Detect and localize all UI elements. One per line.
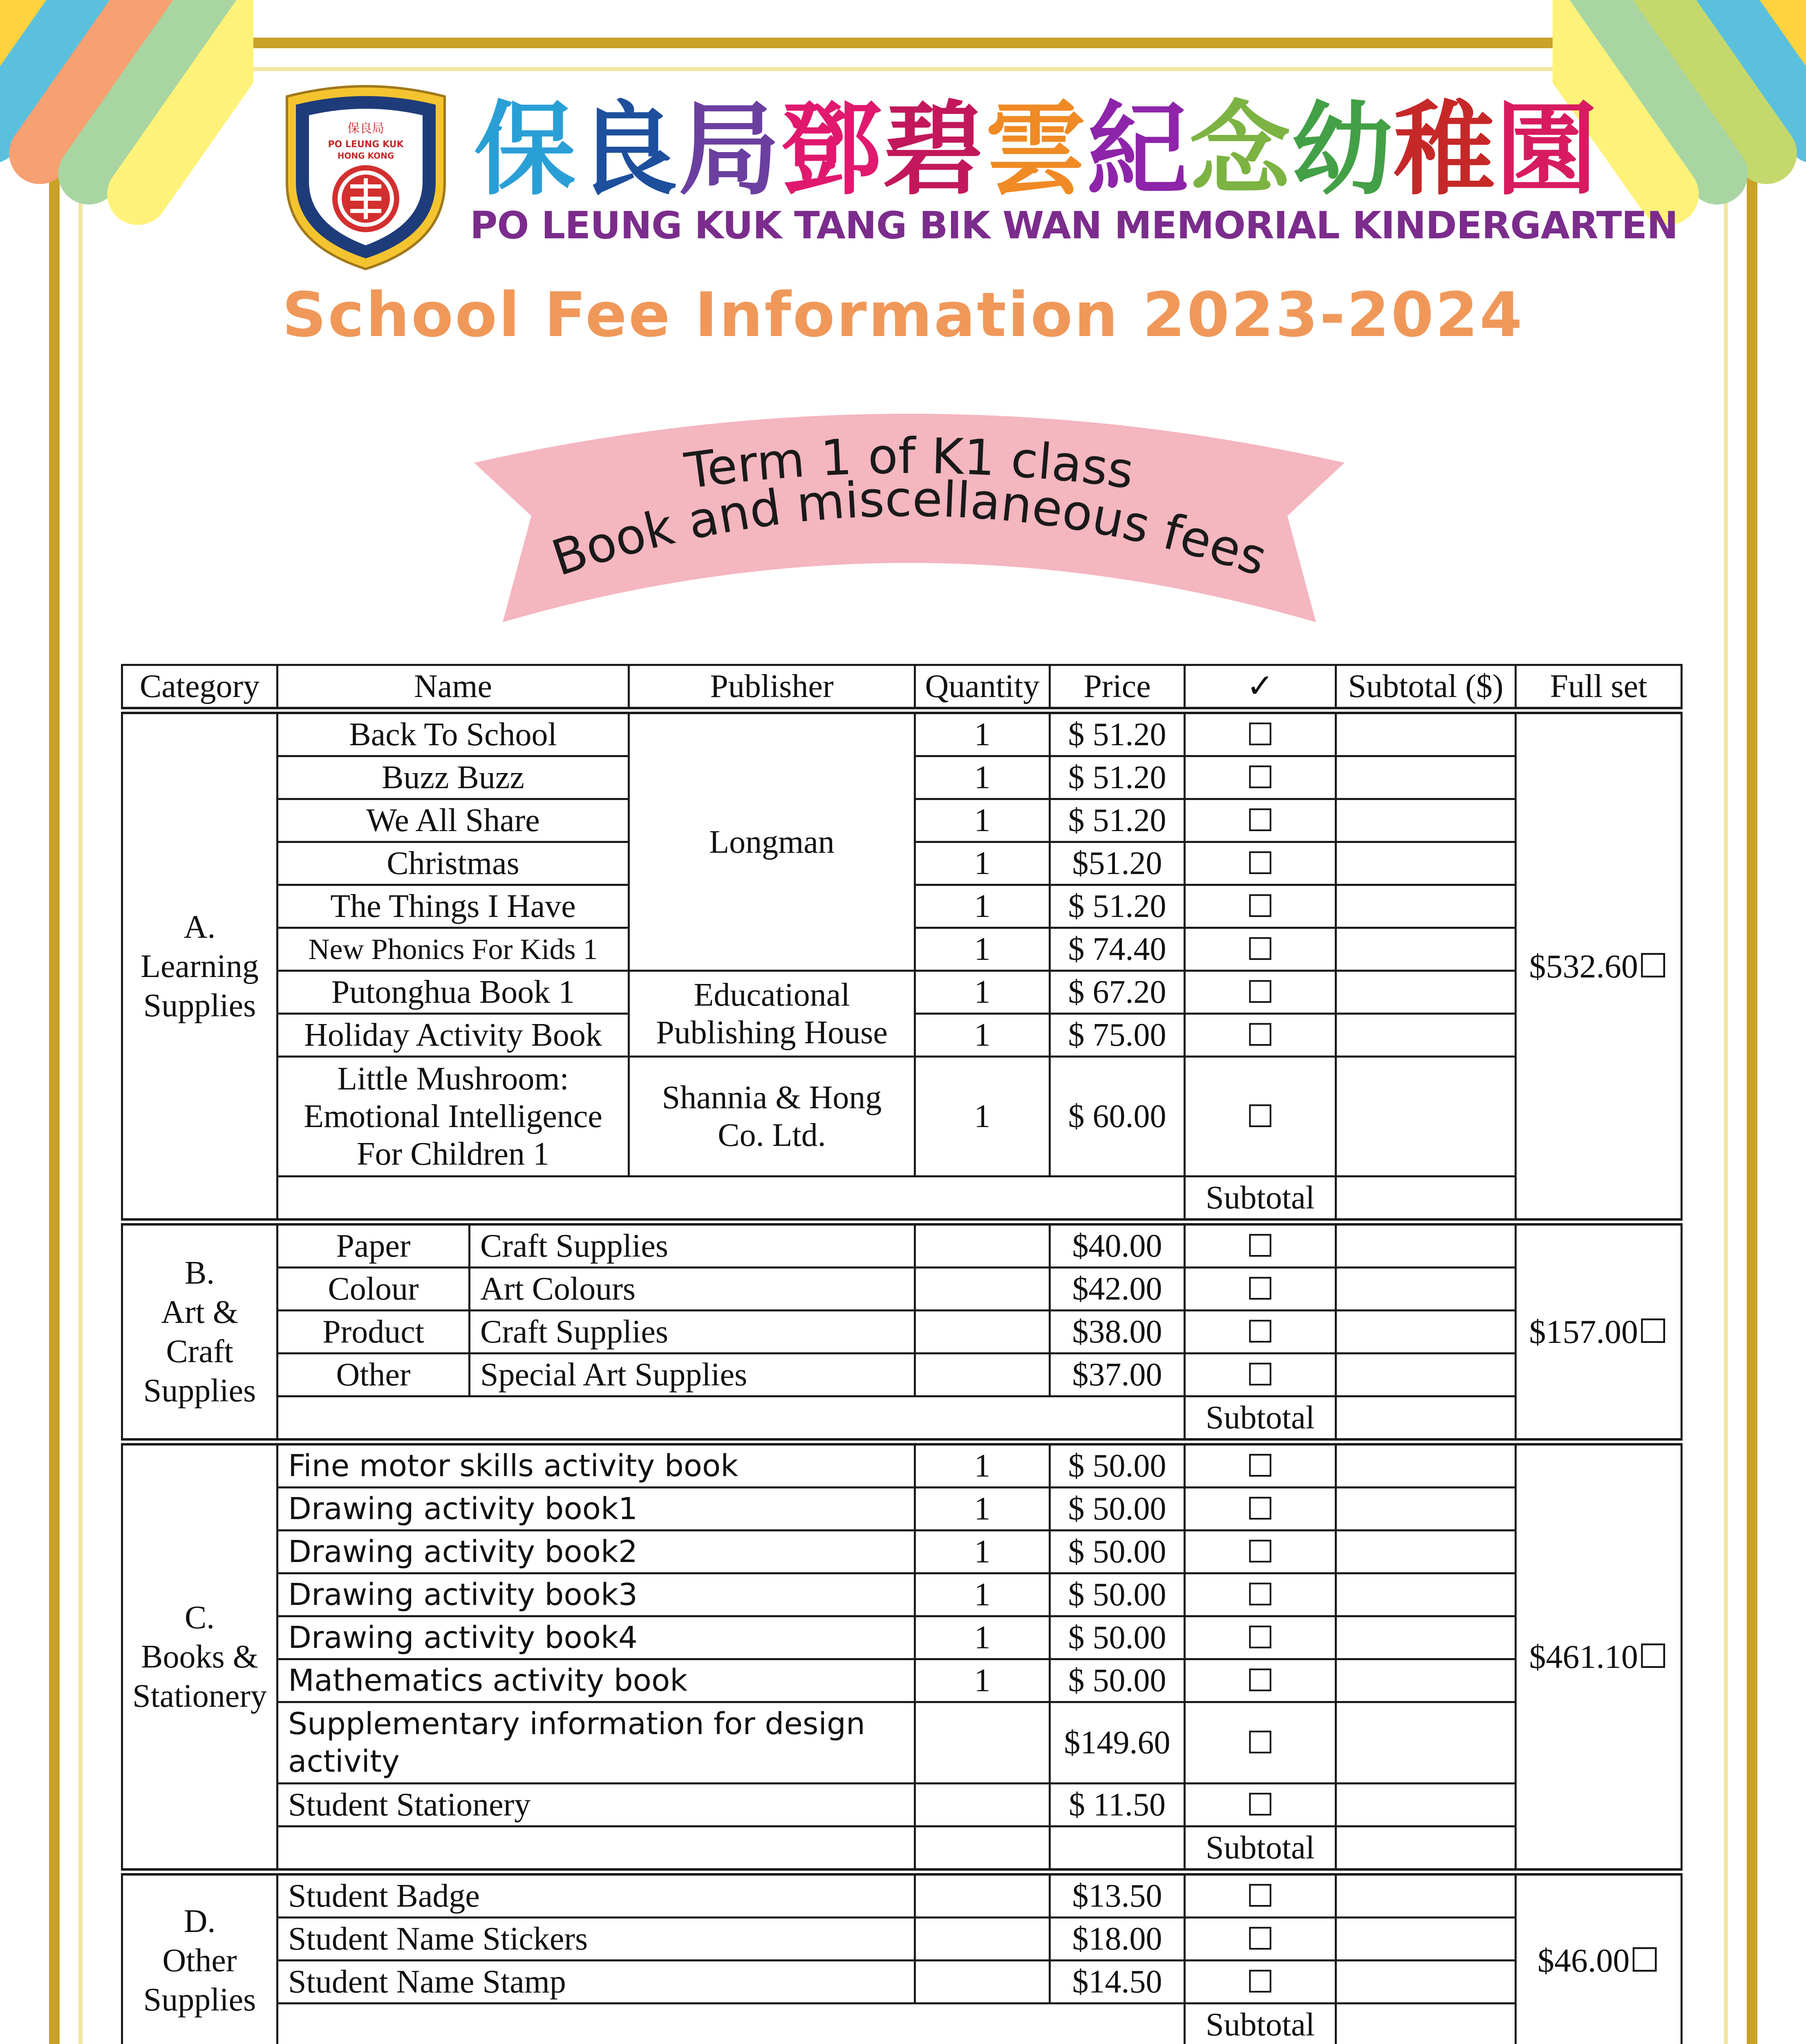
- item-qty: 1: [915, 799, 1050, 842]
- item-qty: [915, 1702, 1050, 1784]
- category-a-cell: [122, 710, 278, 1222]
- table-row: [122, 1784, 1682, 1827]
- item-subtotal-blank[interactable]: [1336, 1222, 1516, 1268]
- item-price: $40.00: [1050, 1222, 1185, 1268]
- item-checkbox[interactable]: [1185, 710, 1336, 756]
- subtotal-row: [122, 1177, 1682, 1222]
- item-subtotal-blank[interactable]: [1336, 1961, 1516, 2004]
- item-subtotal-blank[interactable]: [1336, 842, 1516, 885]
- checkbox-icon: ☐: [1246, 1878, 1274, 1914]
- item-subtotal-blank[interactable]: [1336, 1616, 1516, 1659]
- item-price: $ 50.00: [1050, 1659, 1185, 1702]
- checkbox-icon: ☐: [1246, 1271, 1274, 1307]
- item-price: $ 51.20: [1050, 799, 1185, 842]
- school-name-cn-char: 紀: [1087, 91, 1189, 209]
- item-checkbox[interactable]: [1185, 1222, 1336, 1268]
- table-row: [122, 1659, 1682, 1702]
- school-name-cn-char: 局: [678, 91, 781, 209]
- item-price: $ 11.50: [1050, 1784, 1185, 1827]
- category-b-line3: Craft: [166, 1334, 233, 1369]
- item-price: $ 50.00: [1050, 1616, 1185, 1659]
- item-subtotal-blank[interactable]: [1336, 1488, 1516, 1531]
- header-check: ✓: [1185, 665, 1336, 711]
- checkbox-icon: ☐: [1246, 1017, 1274, 1053]
- logo-text-cn: 保良局: [347, 121, 384, 136]
- category-d-line3: Supplies: [143, 1981, 256, 2018]
- subtotal-spacer-qty: [915, 1827, 1050, 1872]
- item-qty: 1: [915, 842, 1050, 885]
- table-row: [122, 1573, 1682, 1616]
- item-price: $ 74.40: [1050, 928, 1185, 971]
- item-name: Student Name Stamp: [278, 1961, 915, 2004]
- school-name-chinese: [474, 91, 1598, 209]
- ribbon-line-2: Book and miscellaneous fees: [545, 471, 1274, 587]
- school-name-cn-char: 鄧: [781, 91, 883, 209]
- item-price: $51.20: [1050, 842, 1185, 885]
- item-subtotal-blank[interactable]: [1336, 1573, 1516, 1616]
- item-price: $13.50: [1050, 1872, 1185, 1918]
- school-name-cn-char: 保: [474, 91, 576, 209]
- item-name-line1: Supplementary information for design: [288, 1706, 865, 1741]
- item-name: Holiday Activity Book: [278, 1014, 629, 1057]
- item-subtotal-blank[interactable]: [1336, 799, 1516, 842]
- fee-info-title: School Fee Information 2023-2024: [282, 280, 1524, 351]
- table-row: [122, 1872, 1682, 1918]
- item-qty-blank: [915, 1268, 1050, 1311]
- item-name: Mathematics activity book: [278, 1659, 915, 1702]
- category-a-letter: A.: [184, 909, 216, 945]
- item-name: Buzz Buzz: [278, 756, 629, 799]
- category-c-letter: C.: [184, 1600, 215, 1636]
- checkbox-icon: ☐: [1246, 1533, 1274, 1570]
- item-checkbox[interactable]: [1185, 799, 1336, 842]
- item-checkbox[interactable]: [1185, 1872, 1336, 1918]
- checkbox-icon: ☐: [1246, 931, 1274, 967]
- item-qty: 1: [915, 928, 1050, 971]
- checkbox-icon: ☐: [1246, 1963, 1274, 2000]
- table-row: [122, 1057, 1682, 1177]
- full-set-b[interactable]: $157.00☐: [1516, 1222, 1682, 1442]
- category-b-line2: Art &: [161, 1294, 238, 1330]
- item-subtotal-blank[interactable]: [1336, 1442, 1516, 1488]
- item-qty-blank: [915, 1961, 1050, 2004]
- item-qty: 1: [915, 1659, 1050, 1702]
- term-ribbon-banner: [474, 381, 1345, 643]
- item-checkbox[interactable]: [1185, 1784, 1336, 1827]
- item-price: $ 67.20: [1050, 971, 1185, 1014]
- publisher-eph-line2: Publishing House: [656, 1014, 888, 1051]
- table-row: [122, 710, 1682, 756]
- checkbox-icon: ☐: [1246, 1313, 1274, 1350]
- school-name-english: PO LEUNG KUK TANG BIK WAN MEMORIAL KINDERGARTEN: [470, 204, 1678, 247]
- item-subtotal-blank[interactable]: [1336, 1014, 1516, 1057]
- checkbox-icon: ☐: [1246, 888, 1274, 924]
- item-name: Student Name Stickers: [278, 1918, 915, 1961]
- item-qty: 1: [915, 1531, 1050, 1573]
- category-b-cell: [122, 1222, 278, 1442]
- table-row: [122, 1311, 1682, 1354]
- table-row: [122, 971, 1682, 1014]
- subtotal-spacer: [278, 1396, 1185, 1442]
- item-name-line2: activity: [288, 1744, 400, 1779]
- item-type: Product: [278, 1311, 470, 1354]
- item-name: Student Badge: [278, 1872, 915, 1918]
- item-price: $ 51.20: [1050, 756, 1185, 799]
- item-name: We All Share: [278, 799, 629, 842]
- subtotal-value-blank[interactable]: [1336, 1177, 1516, 1222]
- item-qty: 1: [915, 885, 1050, 928]
- category-b-line4: Supplies: [143, 1373, 256, 1409]
- publisher-shannia-line1: Shannia & Hong: [662, 1080, 882, 1116]
- item-subtotal-blank[interactable]: [1336, 1311, 1516, 1354]
- checkbox-icon: ☐: [1246, 1921, 1274, 1957]
- item-name-multiline: [278, 1057, 629, 1177]
- category-d-line2: Other: [162, 1942, 237, 1979]
- item-checkbox[interactable]: [1185, 1961, 1336, 2004]
- item-checkbox[interactable]: [1185, 928, 1336, 971]
- header-subtotal: Subtotal ($): [1336, 665, 1516, 711]
- item-price: $18.00: [1050, 1918, 1185, 1961]
- section-b: [122, 1222, 1682, 1442]
- table-row: [122, 1531, 1682, 1573]
- item-qty-blank: [915, 1354, 1050, 1396]
- item-desc: Art Colours: [470, 1268, 915, 1311]
- school-crest-logo: [275, 80, 457, 272]
- school-name-cn-char: 稚: [1394, 91, 1496, 209]
- item-subtotal-blank[interactable]: [1336, 971, 1516, 1014]
- item-name: Back To School: [278, 710, 629, 756]
- school-name-cn-char: 雲: [985, 91, 1087, 209]
- item-checkbox[interactable]: [1185, 885, 1336, 928]
- category-c-line3: Stationery: [132, 1678, 267, 1714]
- item-price: $ 51.20: [1050, 710, 1185, 756]
- full-set-a[interactable]: $532.60☐: [1516, 710, 1682, 1222]
- full-set-d[interactable]: $46.00☐: [1516, 1872, 1682, 2044]
- item-checkbox[interactable]: [1185, 1354, 1336, 1396]
- category-c-cell: [122, 1442, 278, 1872]
- item-subtotal-blank[interactable]: [1336, 710, 1516, 756]
- item-qty: 1: [915, 1488, 1050, 1531]
- item-checkbox[interactable]: [1185, 1573, 1336, 1616]
- item-type: Paper: [278, 1222, 470, 1268]
- checkbox-icon: ☐: [1246, 1448, 1274, 1484]
- school-name-cn-char: 良: [576, 91, 678, 209]
- item-name: Student Stationery: [278, 1784, 915, 1827]
- header-full-set: Full set: [1516, 665, 1682, 711]
- item-desc: Special Art Supplies: [470, 1354, 915, 1396]
- subtotal-spacer: [278, 1827, 915, 1872]
- item-price: $ 51.20: [1050, 885, 1185, 928]
- item-name-line1: Little Mushroom:: [337, 1061, 569, 1097]
- checkbox-icon: ☐: [1246, 1228, 1274, 1264]
- item-desc: Craft Supplies: [470, 1222, 915, 1268]
- item-checkbox[interactable]: [1185, 1057, 1336, 1177]
- school-name-cn-char: 念: [1189, 91, 1291, 209]
- item-price: $14.50: [1050, 1961, 1185, 2004]
- table-row: [122, 1961, 1682, 2004]
- item-subtotal-blank[interactable]: [1336, 1702, 1516, 1784]
- checkbox-icon: ☐: [1246, 802, 1274, 838]
- item-checkbox[interactable]: [1185, 1616, 1336, 1659]
- header-category: Category: [122, 665, 278, 711]
- checkbox-icon: ☐: [1246, 1356, 1274, 1393]
- item-price: $ 50.00: [1050, 1531, 1185, 1573]
- publisher-shannia: [629, 1057, 915, 1177]
- item-checkbox[interactable]: [1185, 1659, 1336, 1702]
- table-row: [122, 1268, 1682, 1311]
- category-a-line2: Learning: [141, 948, 259, 984]
- item-checkbox[interactable]: [1185, 1311, 1336, 1354]
- item-name: New Phonics For Kids 1: [278, 928, 629, 971]
- ribbon-line-1: Term 1 of K1 class: [682, 428, 1137, 500]
- item-type: Colour: [278, 1268, 470, 1311]
- school-name-cn-char: 幼: [1291, 91, 1394, 209]
- category-b-letter: B.: [184, 1255, 215, 1291]
- category-c-line2: Books &: [141, 1639, 258, 1675]
- item-price: $149.60: [1050, 1702, 1185, 1784]
- item-checkbox[interactable]: [1185, 1442, 1336, 1488]
- item-qty-blank: [915, 1872, 1050, 1918]
- item-price: $37.00: [1050, 1354, 1185, 1396]
- subtotal-row: [122, 1396, 1682, 1442]
- checkbox-icon: ☐: [1246, 1724, 1274, 1761]
- table-header-row: [122, 665, 1682, 711]
- item-name-multiline: [278, 1702, 915, 1784]
- item-qty: 1: [915, 971, 1050, 1014]
- item-checkbox[interactable]: [1185, 1531, 1336, 1573]
- logo-text-en-2: HONG KONG: [337, 151, 394, 161]
- table-row: [122, 1354, 1682, 1396]
- full-set-c[interactable]: $461.10☐: [1516, 1442, 1682, 1872]
- item-name: Drawing activity book2: [278, 1531, 915, 1573]
- item-checkbox[interactable]: [1185, 756, 1336, 799]
- item-qty: 1: [915, 1057, 1050, 1177]
- checkbox-icon: ☐: [1246, 1576, 1274, 1613]
- header-price: Price: [1050, 665, 1185, 711]
- item-checkbox[interactable]: [1185, 1918, 1336, 1961]
- item-name: Drawing activity book4: [278, 1616, 915, 1659]
- subtotal-label: Subtotal: [1185, 1396, 1336, 1442]
- category-d-letter: D.: [184, 1903, 216, 1939]
- subtotal-row: [122, 2004, 1682, 2044]
- table-row: [122, 1918, 1682, 1961]
- checkbox-icon: ☐: [1246, 759, 1274, 796]
- publisher-eph-line1: Educational: [694, 977, 850, 1013]
- school-name-cn-char: 碧: [883, 91, 985, 209]
- item-name-line2: Emotional Intelligence: [304, 1098, 602, 1134]
- item-qty: 1: [915, 1616, 1050, 1659]
- item-name-line3: For Children 1: [356, 1136, 550, 1172]
- subtotal-row: [122, 1827, 1682, 1872]
- item-subtotal-blank[interactable]: [1336, 928, 1516, 971]
- corner-stripes-top-left: [0, 0, 253, 253]
- item-subtotal-blank[interactable]: [1336, 1659, 1516, 1702]
- school-name-cn-char: 園: [1496, 91, 1598, 209]
- subtotal-spacer: [278, 2004, 1185, 2044]
- checkbox-icon: ☐: [1246, 716, 1274, 753]
- item-price: $ 60.00: [1050, 1057, 1185, 1177]
- item-name: Fine motor skills activity book: [278, 1442, 915, 1488]
- item-qty-blank: [915, 1918, 1050, 1961]
- publisher-eph: [629, 971, 915, 1057]
- item-price: $ 75.00: [1050, 1014, 1185, 1057]
- item-price: $ 50.00: [1050, 1573, 1185, 1616]
- table-row: [122, 1616, 1682, 1659]
- subtotal-spacer: [278, 1177, 1185, 1222]
- checkbox-icon: ☐: [1246, 974, 1274, 1010]
- item-qty: 1: [915, 1014, 1050, 1057]
- item-subtotal-blank[interactable]: [1336, 1531, 1516, 1573]
- item-checkbox[interactable]: [1185, 842, 1336, 885]
- subtotal-value-blank[interactable]: [1336, 1827, 1516, 1872]
- checkbox-icon: ☐: [1246, 1490, 1274, 1527]
- item-qty: 1: [915, 1573, 1050, 1616]
- item-price: $ 50.00: [1050, 1442, 1185, 1488]
- checkbox-icon: ☐: [1246, 1098, 1274, 1134]
- subtotal-label: Subtotal: [1185, 1827, 1336, 1872]
- table-row: [122, 1488, 1682, 1531]
- header-name: Name: [278, 665, 629, 711]
- subtotal-label: Subtotal: [1185, 2004, 1336, 2044]
- item-checkbox[interactable]: [1185, 971, 1336, 1014]
- item-subtotal-blank[interactable]: [1336, 885, 1516, 928]
- subtotal-label: Subtotal: [1185, 1177, 1336, 1222]
- table-row: [122, 1702, 1682, 1784]
- checkbox-icon: ☐: [1246, 1786, 1274, 1823]
- item-desc: Craft Supplies: [470, 1311, 915, 1354]
- section-a: [122, 710, 1682, 1222]
- item-name: The Things I Have: [278, 885, 629, 928]
- table-row: [122, 1442, 1682, 1488]
- subtotal-value-blank[interactable]: [1336, 1396, 1516, 1442]
- item-subtotal-blank[interactable]: [1336, 1057, 1516, 1177]
- category-d-cell: [122, 1872, 278, 2044]
- logo-text-en-1: PO LEUNG KUK: [328, 139, 404, 150]
- fee-table: [121, 664, 1683, 2044]
- section-c: [122, 1442, 1682, 1872]
- checkbox-icon: ☐: [1246, 845, 1274, 881]
- table-row: [122, 1222, 1682, 1268]
- item-name: Drawing activity book1: [278, 1488, 915, 1531]
- publisher-shannia-line2: Co. Ltd.: [718, 1117, 826, 1153]
- item-price: $42.00: [1050, 1268, 1185, 1311]
- item-name: Drawing activity book3: [278, 1573, 915, 1616]
- item-type: Other: [278, 1354, 470, 1396]
- category-a-line3: Supplies: [143, 987, 256, 1024]
- section-d: [122, 1872, 1682, 2044]
- subtotal-value-blank[interactable]: [1336, 2004, 1516, 2044]
- subtotal-spacer-price: [1050, 1827, 1185, 1872]
- item-checkbox[interactable]: [1185, 1702, 1336, 1784]
- item-qty: [915, 1784, 1050, 1827]
- item-qty: 1: [915, 710, 1050, 756]
- item-price: $38.00: [1050, 1311, 1185, 1354]
- item-checkbox[interactable]: [1185, 1014, 1336, 1057]
- item-price: $ 50.00: [1050, 1488, 1185, 1531]
- checkbox-icon: ☐: [1246, 1619, 1274, 1656]
- item-qty-blank: [915, 1311, 1050, 1354]
- item-subtotal-blank[interactable]: [1336, 1268, 1516, 1311]
- checkbox-icon: ☐: [1246, 1662, 1274, 1699]
- publisher-longman: Longman: [629, 710, 915, 971]
- item-qty: 1: [915, 756, 1050, 799]
- item-checkbox[interactable]: [1185, 1268, 1336, 1311]
- item-name: Christmas: [278, 842, 629, 885]
- header-publisher: Publisher: [629, 665, 915, 711]
- item-subtotal-blank[interactable]: [1336, 1918, 1516, 1961]
- item-subtotal-blank[interactable]: [1336, 1872, 1516, 1918]
- item-subtotal-blank[interactable]: [1336, 756, 1516, 799]
- item-checkbox[interactable]: [1185, 1488, 1336, 1531]
- item-subtotal-blank[interactable]: [1336, 1784, 1516, 1827]
- item-qty-blank: [915, 1222, 1050, 1268]
- item-subtotal-blank[interactable]: [1336, 1354, 1516, 1396]
- header-quantity: Quantity: [915, 665, 1050, 711]
- item-name: Putonghua Book 1: [278, 971, 629, 1014]
- item-qty: 1: [915, 1442, 1050, 1488]
